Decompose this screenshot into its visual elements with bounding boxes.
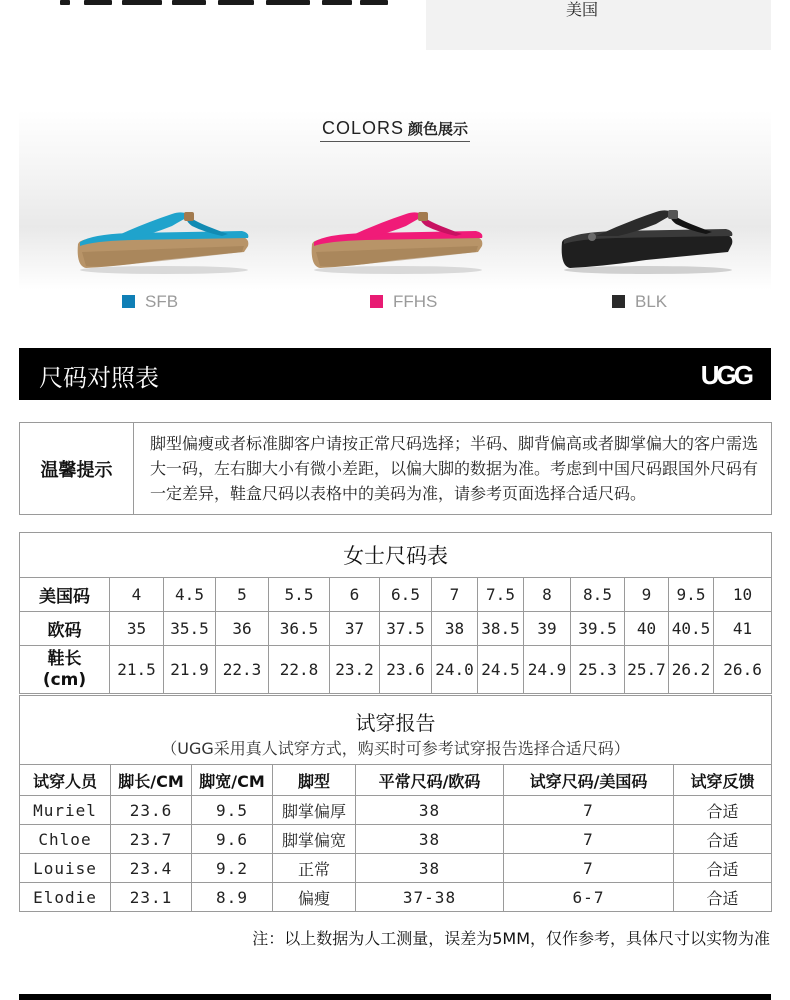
trial-report-table xyxy=(19,695,772,912)
tip-table xyxy=(19,422,772,515)
swatch-blk xyxy=(612,295,625,308)
size-cell: 6.5 xyxy=(380,578,432,612)
table-row xyxy=(20,796,772,825)
size-cell: 24.0 xyxy=(432,646,478,694)
table-row xyxy=(20,825,772,854)
colors-title-cn: 颜色展示 xyxy=(408,120,469,138)
size-cell: 21.5 xyxy=(110,646,164,694)
size-cell: 24.5 xyxy=(478,646,524,694)
table-cell: 9.5 xyxy=(192,796,273,825)
table-row-us xyxy=(20,578,772,612)
table-cell: 合适 xyxy=(674,854,772,883)
table-row-eu xyxy=(20,612,772,646)
table-cell: 7 xyxy=(504,854,674,883)
trial-subtitle: （UGG采用真人试穿方式，购买时可参考试穿报告选择合适尺码） xyxy=(20,736,772,765)
table-cell: 23.4 xyxy=(111,854,192,883)
size-cell: 8 xyxy=(524,578,571,612)
top-strip xyxy=(0,0,790,60)
size-cell: 23.2 xyxy=(330,646,380,694)
table-cell: Chloe xyxy=(20,825,111,854)
table-cell: 脚掌偏厚 xyxy=(273,796,356,825)
table-cell: 23.6 xyxy=(111,796,192,825)
shoe-image-ffhs xyxy=(306,208,486,276)
size-cell: 7.5 xyxy=(478,578,524,612)
size-cell: 6 xyxy=(330,578,380,612)
size-cell: 7 xyxy=(432,578,478,612)
size-cell: 36.5 xyxy=(269,612,330,646)
column-header: 脚型 xyxy=(273,765,356,796)
column-header: 试穿尺码/美国码 xyxy=(504,765,674,796)
size-cell: 23.6 xyxy=(380,646,432,694)
column-header: 试穿反馈 xyxy=(674,765,772,796)
size-cell: 39 xyxy=(524,612,571,646)
size-cell: 38 xyxy=(432,612,478,646)
size-cell: 26.2 xyxy=(669,646,714,694)
table-cell: 37-38 xyxy=(356,883,504,912)
origin-box xyxy=(426,0,771,50)
size-cell: 10 xyxy=(714,578,772,612)
table-cell: Elodie xyxy=(20,883,111,912)
table-cell: 23.1 xyxy=(111,883,192,912)
table-cell: 合适 xyxy=(674,796,772,825)
table-cell: 38 xyxy=(356,825,504,854)
size-cell: 25.3 xyxy=(571,646,625,694)
table-cell: 脚掌偏宽 xyxy=(273,825,356,854)
size-cell: 35.5 xyxy=(164,612,216,646)
measurement-note: 注：以上数据为人工测量，误差为5MM，仅作参考，具体尺寸以实物为准 xyxy=(252,929,770,948)
column-header: 平常尺码/欧码 xyxy=(356,765,504,796)
size-cell: 5.5 xyxy=(269,578,330,612)
colors-title xyxy=(0,118,790,142)
shoe-image-blk xyxy=(556,206,736,276)
color-code-ffhs: FFHS xyxy=(393,292,438,311)
ugg-logo: UGG xyxy=(700,360,751,390)
table-cell: 7 xyxy=(504,796,674,825)
row-label-length xyxy=(20,646,110,694)
size-cell: 9 xyxy=(625,578,669,612)
table-row xyxy=(20,854,772,883)
color-code-blk: BLK xyxy=(635,292,668,311)
tip-text: 脚型偏瘦或者标准脚客户请按正常尺码选择；半码、脚背偏高或者脚掌偏大的客户需选大一码，左右脚大小有微小差距，以偏大脚的数据为准。考虑到中国尺码跟国外尺码有一定差异，鞋盒尺码以表格中的美码为准，请参考页面选择合适尺码。 xyxy=(134,423,772,515)
color-label-ffhs xyxy=(370,292,437,312)
size-cell: 26.6 xyxy=(714,646,772,694)
table-cell: 9.6 xyxy=(192,825,273,854)
color-code-sfb: SFB xyxy=(145,292,179,311)
size-cell: 25.7 xyxy=(625,646,669,694)
row-label-eu: 欧码 xyxy=(20,612,110,646)
table-cell: 正常 xyxy=(273,854,356,883)
table-cell: 38 xyxy=(356,854,504,883)
size-cell: 22.3 xyxy=(216,646,269,694)
color-label-blk xyxy=(612,292,667,312)
column-header: 脚宽/CM xyxy=(192,765,273,796)
table-cell: Louise xyxy=(20,854,111,883)
color-label-sfb xyxy=(122,292,178,312)
size-cell: 35 xyxy=(110,612,164,646)
size-table xyxy=(19,532,772,694)
size-cell: 21.9 xyxy=(164,646,216,694)
row-label-length-main: 鞋长 xyxy=(47,648,82,669)
table-row-length xyxy=(20,646,772,694)
table-cell: 38 xyxy=(356,796,504,825)
size-cell: 24.9 xyxy=(524,646,571,694)
tip-label: 温馨提示 xyxy=(20,423,134,515)
table-cell: 合适 xyxy=(674,883,772,912)
trial-title: 试穿报告 xyxy=(20,696,772,737)
cut-off-text xyxy=(60,0,390,6)
size-chart-header xyxy=(19,348,771,400)
table-cell: 9.2 xyxy=(192,854,273,883)
colors-title-en: COLORS xyxy=(321,118,404,138)
size-cell: 40 xyxy=(625,612,669,646)
table-cell: 23.7 xyxy=(111,825,192,854)
size-cell: 38.5 xyxy=(478,612,524,646)
trial-header-row xyxy=(20,765,772,796)
table-cell: 偏瘦 xyxy=(273,883,356,912)
swatch-ffhs xyxy=(370,295,383,308)
size-cell: 41 xyxy=(714,612,772,646)
size-cell: 9.5 xyxy=(669,578,714,612)
size-cell: 5 xyxy=(216,578,269,612)
table-cell: 7 xyxy=(504,825,674,854)
column-header: 脚长/CM xyxy=(111,765,192,796)
size-cell: 4.5 xyxy=(164,578,216,612)
row-label-length-unit: (cm) xyxy=(42,669,87,690)
size-chart-title: 尺码对照表 xyxy=(39,364,159,392)
row-label-us: 美国码 xyxy=(20,578,110,612)
size-cell: 8.5 xyxy=(571,578,625,612)
table-cell: 8.9 xyxy=(192,883,273,912)
size-cell: 37 xyxy=(330,612,380,646)
column-header: 试穿人员 xyxy=(20,765,111,796)
size-cell: 22.8 xyxy=(269,646,330,694)
table-row xyxy=(20,883,772,912)
shoe-image-sfb xyxy=(72,208,252,276)
bottom-divider xyxy=(19,994,771,1000)
table-cell: 合适 xyxy=(674,825,772,854)
table-cell: 6-7 xyxy=(504,883,674,912)
size-cell: 4 xyxy=(110,578,164,612)
size-table-title: 女士尺码表 xyxy=(20,533,772,578)
size-cell: 40.5 xyxy=(669,612,714,646)
size-cell: 37.5 xyxy=(380,612,432,646)
size-cell: 36 xyxy=(216,612,269,646)
swatch-sfb xyxy=(122,295,135,308)
origin-value: 美国 xyxy=(566,0,599,19)
size-cell: 39.5 xyxy=(571,612,625,646)
table-cell: Muriel xyxy=(20,796,111,825)
